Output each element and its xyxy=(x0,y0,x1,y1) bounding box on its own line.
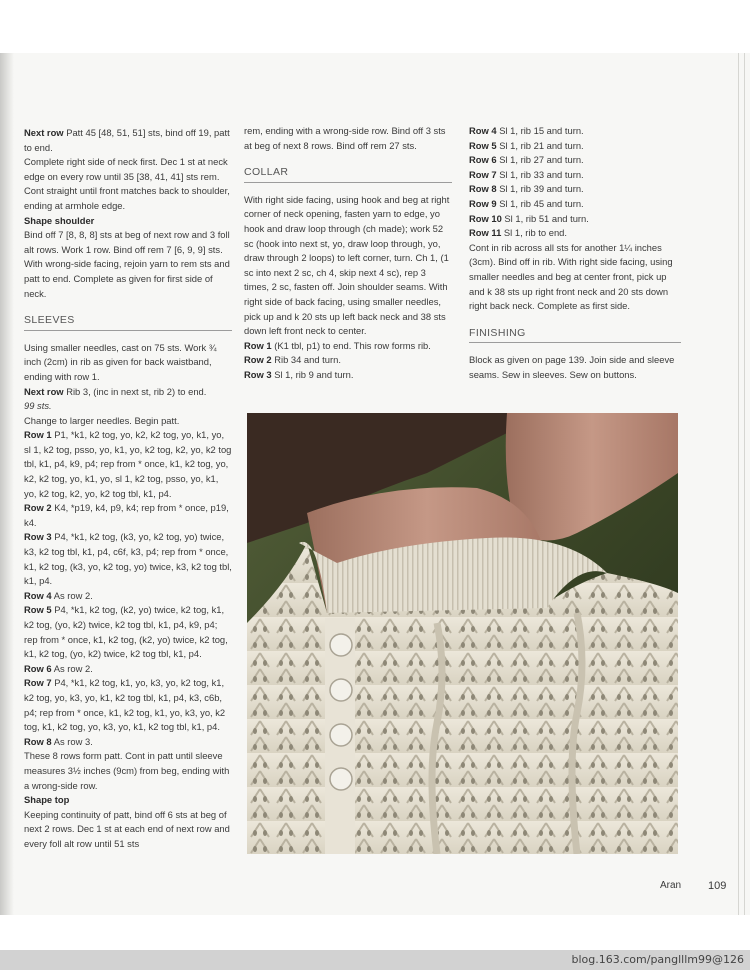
instruction-text: With right side facing, using hook and beg at right corner of neck opening, fasten yarn to edge, yo hook and draw loop through (ch made); work 52 sc (hook into next st, yo, draw loop through, yo, draw through 2 loops) to left corner, turn. Ch 1, (1 sc into next 2 sc, ch 4, skip next 4 sc), rep 3 times, 2 sc, fasten off. Join shoulder seams. With right side of back facing, using smaller needles, pick up and k 20 sts up left back neck and 38 sts down left front neck to center. xyxy=(244,193,450,337)
page-number: 109 xyxy=(708,880,727,892)
instruction-text: Sl 1, rib 9 and turn. xyxy=(271,368,354,380)
button-2 xyxy=(330,679,352,701)
pattern-line xyxy=(469,124,681,139)
instruction-text: P1, *k1, k2 tog, yo, k2, k2 tog, yo, k1, yo, sl 1, k2 tog, psso, yo, k1, yo, k2 tog, k2, yo, k2 tog tbl, k1, p4, k9, p4; rep from * once, k1, k2 tog, yo, k2, k2 tog, yo, k1, yo, sl 1, k2 tog, psso, yo, k1, yo, k2 tog, k2, yo, k2 tog tbl, k1, p4. xyxy=(24,429,232,499)
row-label: Row 5 xyxy=(469,139,497,151)
pattern-line xyxy=(24,155,232,213)
instruction-text: Sl 1, rib 33 and turn. xyxy=(496,168,584,180)
instruction-text: Rib 3, (inc in next st, rib 2) to end. xyxy=(63,385,207,397)
instruction-text: Sl 1, rib 15 and turn. xyxy=(496,125,584,136)
section-heading-sleeves: SLEEVES xyxy=(24,313,232,331)
pattern-line xyxy=(24,126,232,155)
pattern-line xyxy=(24,214,232,229)
button-3 xyxy=(330,724,352,746)
button-4 xyxy=(330,768,352,790)
pattern-line xyxy=(24,793,232,808)
instruction-text: Cont in rib across all sts for another 1¼ inches (3cm). Bind off in rib. With right side facing, using smaller needles and beg at center front, pick up and k 38 sts up right front neck and 20 sts down right back neck. Complete as first side. xyxy=(469,241,673,312)
row-label: Row 10 xyxy=(469,212,502,224)
collar-instructions xyxy=(244,193,452,383)
column-middle xyxy=(244,124,452,383)
section-heading-collar: COLLAR xyxy=(244,165,452,183)
pattern-line xyxy=(469,139,681,154)
blog-watermark: blog.163.com/panglllm99@126 xyxy=(571,953,744,966)
pattern-line xyxy=(244,339,452,354)
section-heading-finishing: FINISHING xyxy=(469,326,681,344)
pattern-line xyxy=(24,341,232,385)
row-label: Row 4 xyxy=(24,589,52,601)
sweater-illustration xyxy=(247,413,678,854)
row-label: Row 7 xyxy=(469,168,497,180)
page-edge-line xyxy=(744,53,745,915)
page-edge-line xyxy=(738,53,739,915)
pattern-line xyxy=(469,226,681,241)
pattern-line xyxy=(24,414,232,429)
pattern-line xyxy=(469,212,681,227)
instruction-text: K4, *p19, k4, p9, k4; rep from * once, p19, k4. xyxy=(24,502,229,528)
row-label: Next row xyxy=(24,385,64,397)
stitch-count: 99 sts. xyxy=(24,400,52,412)
pattern-line xyxy=(24,735,232,750)
pattern-line xyxy=(24,530,232,588)
pattern-line xyxy=(244,368,452,383)
instruction-text: P4, *k1, k2 tog, (k3, yo, k2 tog, yo) twice, k3, k2 tog tbl, k1, p4, c6f, k3, p4; rep from * once, k1, k2 tog, (k3, yo, k2 tog, yo) twice, k3, k2 tog tbl, k1, p4. xyxy=(24,531,232,587)
sleeves-instructions xyxy=(24,341,232,852)
pattern-line xyxy=(24,501,232,530)
row-label: Row 1 xyxy=(244,339,272,351)
pattern-line xyxy=(469,153,681,168)
row-label: Row 6 xyxy=(24,662,52,674)
instruction-text: (K1 tbl, p1) to end. This row forms rib. xyxy=(271,339,431,351)
instruction-text: Sl 1, rib 45 and turn. xyxy=(496,197,584,209)
instruction-text: As row 2. xyxy=(51,662,93,674)
page-gutter-shadow xyxy=(0,53,14,915)
finishing-instructions: Block as given on page 139. Join side and sleeve seams. Sew in sleeves. Sew on buttons. xyxy=(469,354,675,380)
pattern-line xyxy=(244,353,452,368)
pattern-line xyxy=(24,662,232,677)
instruction-text: P4, *k1, k2 tog, k1, yo, k3, yo, k2 tog, k1, k2 tog, yo, k3, yo, k1, k2 tog tbl, k1, p4, k3, c6b, p4; rep from * once, k1, k2 tog, k1, yo, k3, yo, k2 tog, k1, k2 tog, yo, k3, yo, k1, k2 tog tbl, k1, p4. xyxy=(24,677,226,733)
sweater-back-photo xyxy=(247,413,678,854)
instruction-text: Sl 1, rib 39 and turn. xyxy=(496,183,584,195)
row-label: Row 2 xyxy=(24,502,52,514)
row-label: Row 7 xyxy=(24,677,52,689)
button-1 xyxy=(330,634,352,656)
instruction-text: Sl 1, rib to end. xyxy=(501,227,567,239)
row-label: Row 4 xyxy=(469,125,497,136)
row-label: Row 8 xyxy=(469,183,497,195)
pattern-line xyxy=(24,385,232,400)
row-label: Row 5 xyxy=(24,604,52,616)
pattern-line xyxy=(24,749,232,793)
row-label: Row 11 xyxy=(469,227,502,239)
pattern-line xyxy=(469,197,681,212)
neck-shaping-text xyxy=(24,126,232,301)
instruction-text: Rib 34 and turn. xyxy=(271,354,341,366)
instruction-text: These 8 rows form patt. Cont in patt until sleeve measures 3½ inches (9cm) from beg, ending with a wrong-side row. xyxy=(24,750,230,791)
pattern-line xyxy=(24,603,232,661)
pattern-line xyxy=(24,428,232,501)
pattern-line xyxy=(24,676,232,734)
row-label: Next row xyxy=(24,127,64,138)
row-label: Row 6 xyxy=(469,154,497,166)
pattern-line xyxy=(24,228,232,301)
instruction-text: Patt 45 [48, 51, 51] sts, bind off 19, patt to end. xyxy=(24,127,230,153)
row-label: Row 1 xyxy=(24,429,52,441)
row-label: Row 9 xyxy=(469,197,497,209)
pattern-line xyxy=(469,182,681,197)
sleeve-top-continuation: rem, ending with a wrong-side row. Bind off 3 sts at beg of next 8 rows. Bind off rem 27 sts. xyxy=(244,125,446,151)
pattern-line xyxy=(244,193,452,339)
instruction-text: As row 2. xyxy=(51,589,93,601)
footer-section-label: Aran xyxy=(660,880,682,891)
instruction-text: Sl 1, rib 27 and turn. xyxy=(496,154,584,166)
instruction-text: Keeping continuity of patt, bind off 6 sts at beg of next 2 rows. Dec 1 st at each end of next row and every foll alt row until 51 sts xyxy=(24,808,230,849)
pattern-line xyxy=(24,399,232,414)
instruction-text: Complete right side of neck first. Dec 1 st at neck edge on every row until 35 [38, 41, 41] sts rem. Cont straight until front matches back to shoulder, ending at armhole edge. xyxy=(24,156,230,211)
pattern-line xyxy=(24,808,232,852)
row-label: Row 3 xyxy=(244,368,272,380)
collar-rows-continued xyxy=(469,124,681,314)
column-right xyxy=(469,124,681,383)
instruction-text: P4, *k1, k2 tog, (k2, yo) twice, k2 tog, k1, k2 tog, (yo, k2) twice, k2 tog tbl, k1, p4, k9, p4; rep from * once, k1, k2 tog, (k2, yo) twice, k2 tog, k1, k2 tog, (yo, k2) twice, k2 tog tbl, k1, p4. xyxy=(24,604,228,660)
row-label: Row 3 xyxy=(24,531,52,543)
pattern-line xyxy=(24,589,232,604)
instruction-text: As row 3. xyxy=(51,735,93,747)
instruction-text: Sl 1, rib 51 and turn. xyxy=(501,212,589,224)
instruction-text: Sl 1, rib 21 and turn. xyxy=(496,139,584,151)
instruction-text: Using smaller needles, cast on 75 sts. Work ¾ inch (2cm) in rib as given for back waistband, ending with row 1. xyxy=(24,341,217,382)
row-label: Shape top xyxy=(24,794,70,806)
pattern-line xyxy=(469,168,681,183)
row-label: Shape shoulder xyxy=(24,214,95,226)
instruction-text: Bind off 7 [8, 8, 8] sts at beg of next row and 3 foll alt rows. Work 1 row. Bind off rem 7 [6, 9, 9] sts. With wrong-side facing, rejoin yarn to rem sts and patt to end. Complete as given for first side of neck. xyxy=(24,229,230,299)
pattern-line xyxy=(469,241,681,314)
row-label: Row 8 xyxy=(24,735,52,747)
instruction-text: Change to larger needles. Begin patt. xyxy=(24,414,180,426)
row-label: Row 2 xyxy=(244,354,272,366)
column-left xyxy=(24,126,232,852)
